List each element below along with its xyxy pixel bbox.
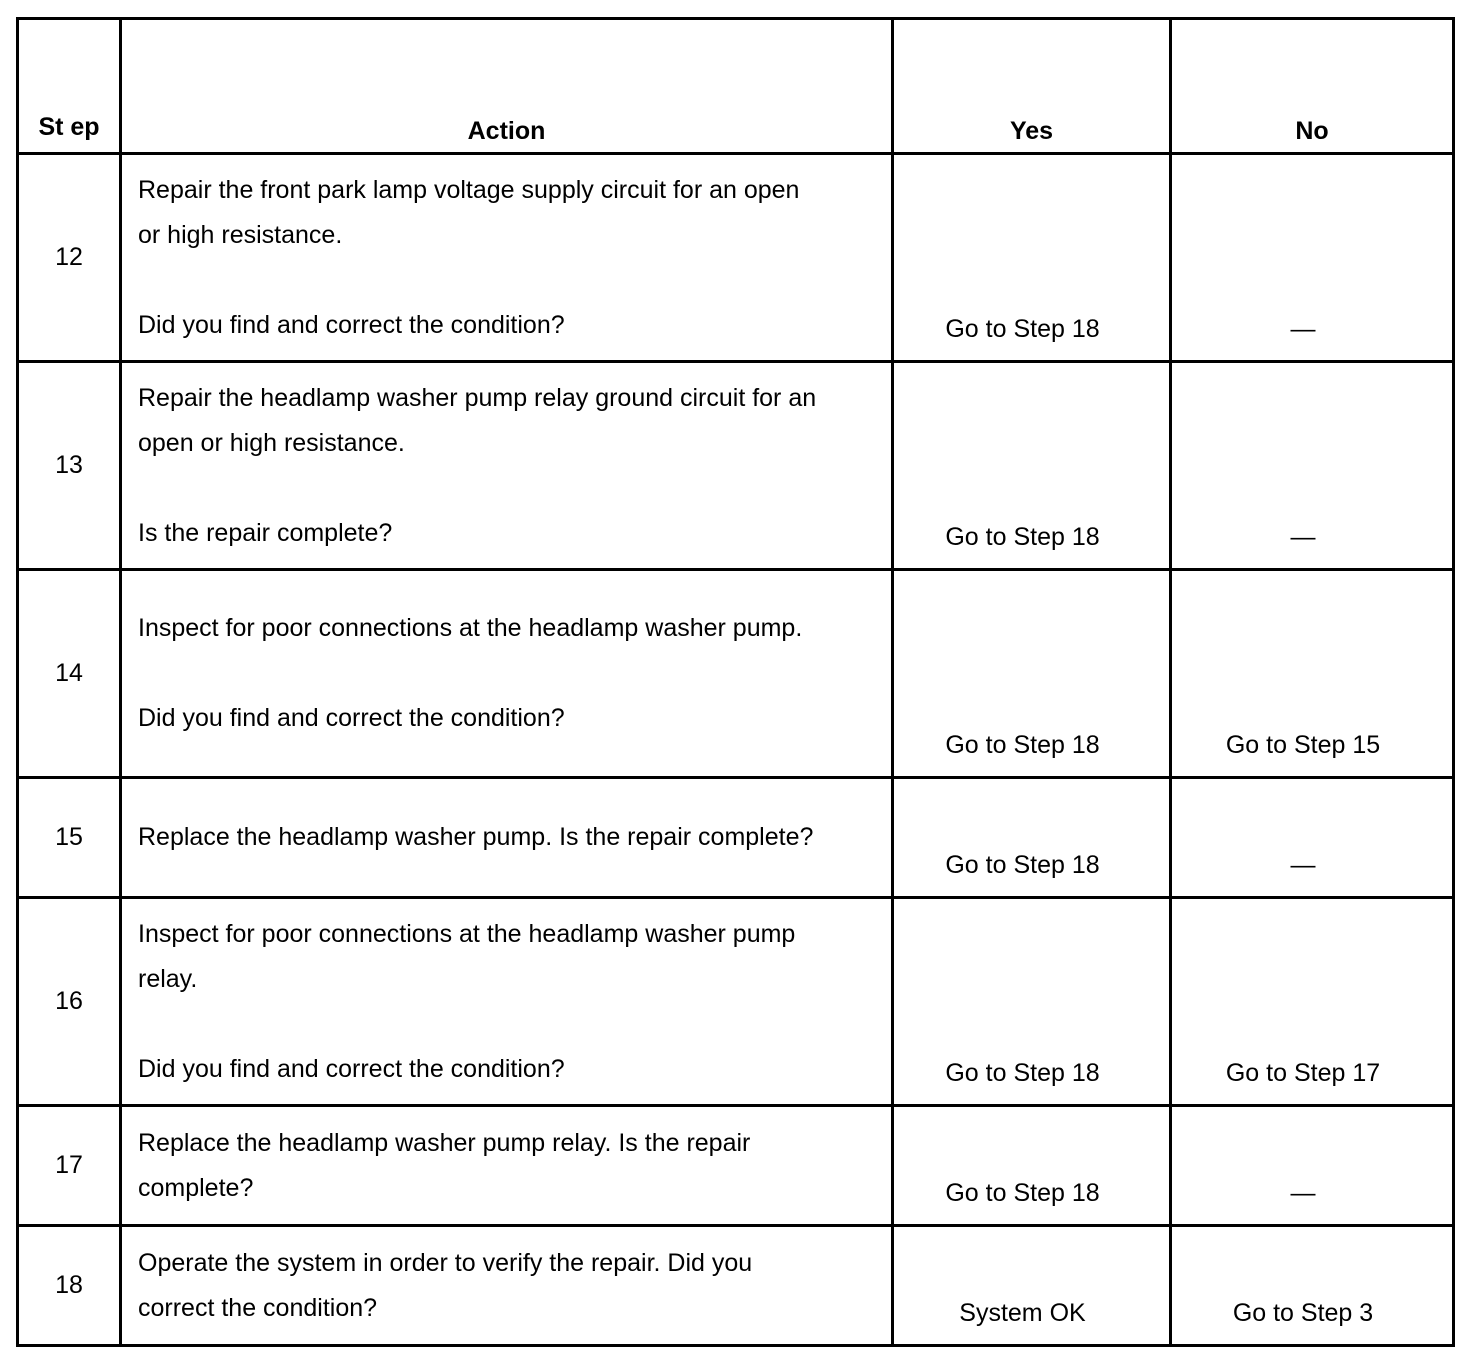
yes-result: System OK	[959, 1299, 1086, 1327]
action-text: Repair the front park lamp voltage supply circuit for an open or high resistance.	[138, 175, 800, 249]
header-no: No	[1171, 19, 1454, 154]
yes-result: Go to Step 18	[945, 315, 1100, 343]
yes-result: Go to Step 18	[945, 1059, 1100, 1087]
no-result: —	[1290, 851, 1316, 879]
no-result: Go to Step 17	[1225, 1059, 1381, 1087]
action-cell	[121, 154, 893, 362]
action-cell	[121, 898, 893, 1106]
step-number: 17	[18, 1106, 121, 1226]
no-result: —	[1290, 315, 1316, 343]
table-row	[18, 778, 1454, 898]
step-number: 12	[18, 154, 121, 362]
no-cell	[1171, 362, 1454, 570]
action-text: Repair the headlamp washer pump relay ground circuit for an open or high resistance.	[138, 383, 817, 457]
no-result: Go to Step 15	[1225, 731, 1381, 759]
action-text: Replace the headlamp washer pump. Is the repair complete?	[138, 823, 814, 851]
no-cell	[1171, 570, 1454, 778]
yes-cell	[893, 154, 1171, 362]
header-row	[18, 19, 1454, 154]
step-number: 18	[18, 1226, 121, 1346]
yes-cell	[893, 898, 1171, 1106]
header-action: Action	[121, 19, 893, 154]
table-row	[18, 154, 1454, 362]
yes-cell	[893, 570, 1171, 778]
table-row	[18, 362, 1454, 570]
header-yes: Yes	[893, 19, 1171, 154]
table-row	[18, 898, 1454, 1106]
no-cell	[1171, 778, 1454, 898]
step-number: 13	[18, 362, 121, 570]
table-row	[18, 1106, 1454, 1226]
step-number: 16	[18, 898, 121, 1106]
yes-result: Go to Step 18	[945, 523, 1100, 551]
table-row	[18, 1226, 1454, 1346]
action-text: Operate the system in order to verify the repair. Did you correct the condition?	[138, 1248, 753, 1322]
no-cell	[1171, 898, 1454, 1106]
action-question: Did you find and correct the condition?	[138, 1054, 565, 1083]
action-cell	[121, 1106, 893, 1226]
yes-result: Go to Step 18	[945, 1179, 1100, 1207]
action-question: Is the repair complete?	[138, 518, 393, 547]
action-cell	[121, 1226, 893, 1346]
yes-result: Go to Step 18	[945, 731, 1100, 759]
action-cell	[121, 570, 893, 778]
action-text: Inspect for poor connections at the headlamp washer pump.	[138, 614, 803, 642]
action-cell	[121, 778, 893, 898]
yes-cell	[893, 362, 1171, 570]
yes-result: Go to Step 18	[945, 851, 1100, 879]
action-text: Replace the headlamp washer pump relay. Is the repair complete?	[138, 1128, 751, 1202]
diagnostic-table	[16, 17, 1455, 1347]
no-cell	[1171, 154, 1454, 362]
yes-cell	[893, 1226, 1171, 1346]
no-result: —	[1290, 523, 1316, 551]
step-number: 14	[18, 570, 121, 778]
no-cell	[1171, 1226, 1454, 1346]
action-question: Did you find and correct the condition?	[138, 310, 565, 339]
action-text: Inspect for poor connections at the headlamp washer pump relay.	[138, 919, 796, 993]
no-result: Go to Step 3	[1232, 1299, 1374, 1327]
action-question: Did you find and correct the condition?	[138, 704, 565, 732]
step-number: 15	[18, 778, 121, 898]
table-row	[18, 570, 1454, 778]
yes-cell	[893, 1106, 1171, 1226]
header-step: St ep	[18, 19, 121, 154]
no-result: —	[1290, 1179, 1316, 1207]
no-cell	[1171, 1106, 1454, 1226]
action-cell	[121, 362, 893, 570]
yes-cell	[893, 778, 1171, 898]
